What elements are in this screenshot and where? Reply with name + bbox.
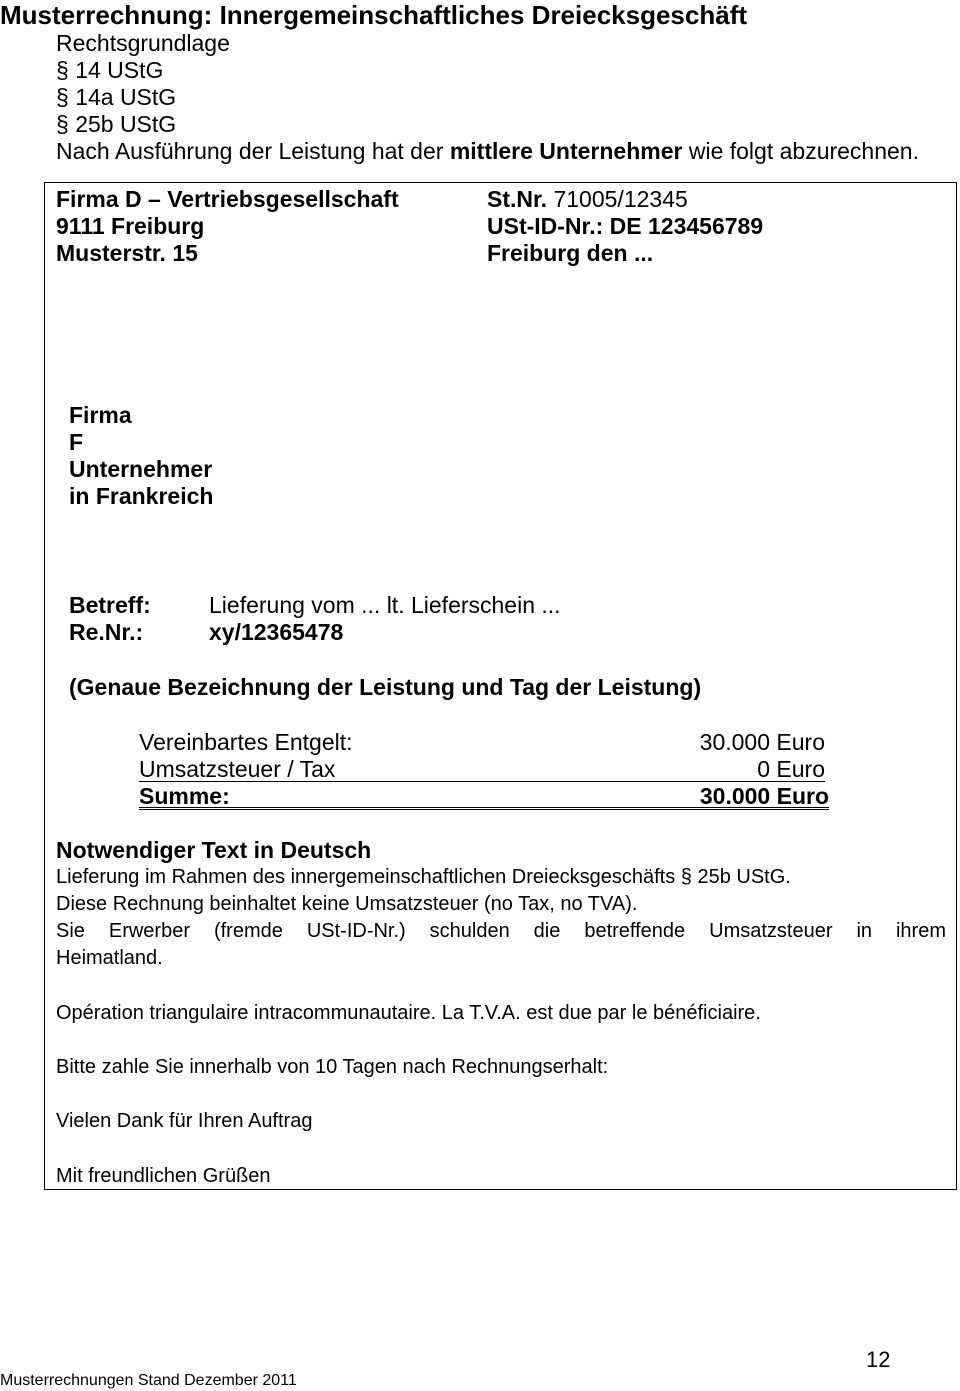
vat-id <box>487 213 763 240</box>
recipient-line-4: in Frankreich <box>69 483 214 509</box>
law-text: 14a UStG <box>75 84 177 110</box>
total-label: Summe: <box>139 783 230 809</box>
instruction-line <box>56 138 919 165</box>
footer-text: Musterrechnungen Stand Dezember 2011 <box>0 1372 297 1389</box>
total-value: 30.000 Euro <box>699 783 829 809</box>
notes-heading: Notwendiger Text in Deutsch <box>56 837 372 863</box>
section-sign: § <box>56 57 69 83</box>
invoice-number-label: Re.Nr.: <box>69 619 144 645</box>
section-sign: § <box>680 866 692 888</box>
french-note: Opération triangulaire intracommunautaire. La T.V.A. est due par le bénéficiaire. <box>56 1002 761 1024</box>
thanks-note: Vielen Dank für Ihren Auftrag <box>56 1110 313 1132</box>
instruction-pre: Nach Ausführung der Leistung hat der <box>56 138 450 164</box>
law-text: 14 UStG <box>75 57 164 83</box>
agreed-amount-value: 30.000 Euro <box>699 729 825 755</box>
sender-line-3: Musterstr. 15 <box>56 240 198 266</box>
notes-line-3: Sie Erwerber (fremde USt-ID-Nr.) schulden die betreffende Umsatzsteuer in ihrem <box>56 920 946 942</box>
law-item-2 <box>56 84 176 111</box>
subject-label: Betreff: <box>69 592 151 618</box>
notes-line-1-post: 25b UStG. <box>691 866 791 888</box>
payment-note: Bitte zahle Sie innerhalb von 10 Tagen nach Rechnungserhalt: <box>56 1056 609 1078</box>
tax-number-value: 71005/12345 <box>547 186 688 212</box>
closing-note: Mit freundlichen Grüßen <box>56 1165 271 1187</box>
vat-id-label: USt-ID-Nr. <box>487 213 596 239</box>
legal-basis-label: Rechtsgrundlage <box>56 30 230 56</box>
agreed-amount-label: Vereinbartes Entgelt: <box>139 729 353 755</box>
section-sign: § <box>56 111 69 137</box>
instruction-bold: mittlere Unternehmer <box>449 138 683 164</box>
sender-line-2: 9111 Freiburg <box>56 213 205 239</box>
tax-value: 0 Euro <box>757 756 825 782</box>
tax-label: Umsatzsteuer / Tax <box>139 756 336 782</box>
subject-value: Lieferung vom ... lt. Lieferschein ... <box>209 592 561 618</box>
sender-line-1: Firma D – Vertriebsgesellschaft <box>56 186 399 212</box>
page-number: 12 <box>866 1347 891 1372</box>
page-title: Musterrechnung: Innergemeinschaftliches Dreiecksgeschäft <box>0 0 748 30</box>
instruction-post: wie folgt abzurechnen. <box>682 138 919 164</box>
recipient-line-3: Unternehmer <box>69 456 213 482</box>
law-item-3 <box>56 111 176 138</box>
notes-line-1-pre: Lieferung im Rahmen des innergemeinschaftlichen Dreiecksgeschäfts <box>56 866 681 888</box>
tax-number-label: St.Nr. <box>487 186 548 212</box>
recipient-line-1: Firma <box>69 402 132 428</box>
notes-line-1 <box>56 864 791 891</box>
law-text: 25b UStG <box>75 111 177 137</box>
service-description-hint: (Genaue Bezeichnung der Leistung und Tag der Leistung) <box>69 674 702 700</box>
section-sign: § <box>56 84 69 110</box>
notes-line-4: Heimatland. <box>56 947 163 969</box>
tax-number <box>487 186 688 213</box>
notes-line-2: Diese Rechnung beinhaltet keine Umsatzsteuer (no Tax, no TVA). <box>56 893 638 915</box>
date-line: Freiburg den ... <box>487 240 654 266</box>
vat-id-value: : DE 123456789 <box>595 213 764 239</box>
invoice-number-value: xy/12365478 <box>209 619 344 645</box>
law-item-1 <box>56 57 163 84</box>
recipient-line-2: F <box>69 429 84 455</box>
